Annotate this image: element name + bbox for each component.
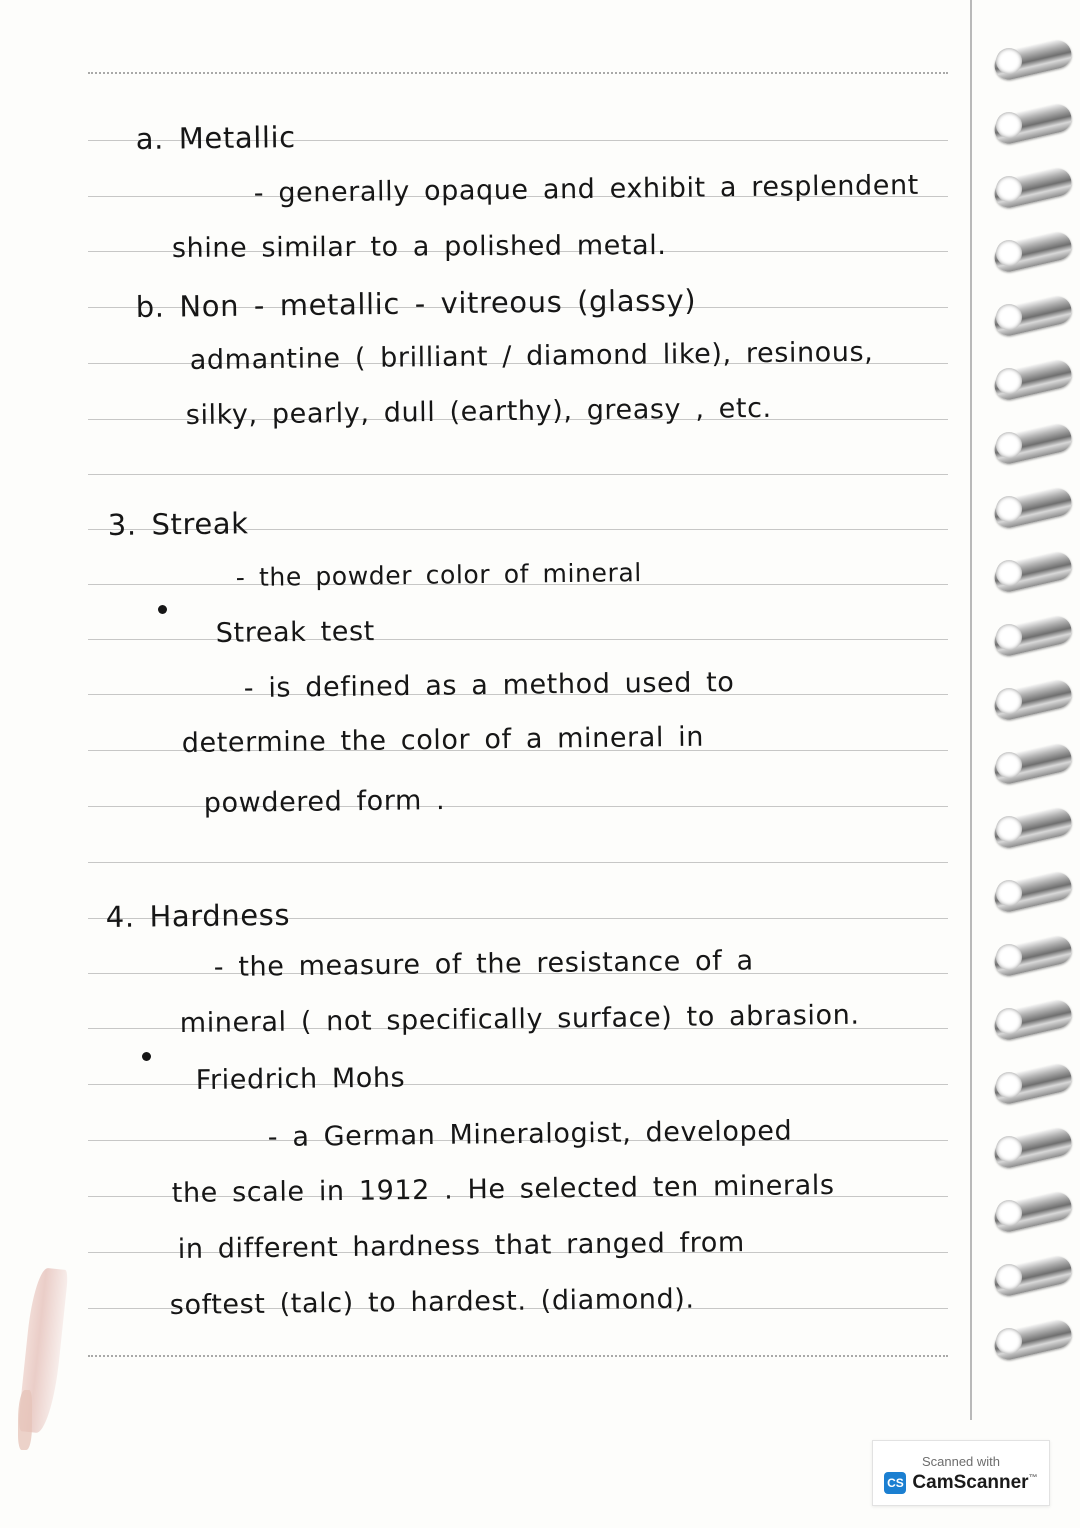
spiral-ring-icon: [994, 488, 1072, 532]
spiral-punch-hole: [996, 1136, 1022, 1162]
spiral-ring-icon: [994, 1192, 1072, 1236]
note-line: - generally opaque and exhibit a resplendent: [253, 169, 920, 209]
spiral-punch-hole: [996, 48, 1022, 74]
spiral-ring-icon: [994, 808, 1072, 852]
note-line: 3. Streak: [107, 506, 249, 542]
note-line: softest (talc) to hardest. (diamond).: [169, 1283, 695, 1321]
note-line: determine the color of a mineral in: [181, 721, 705, 759]
bullet-dot-icon: [142, 1052, 151, 1061]
camscanner-watermark: [872, 1440, 1050, 1506]
spiral-ring-icon: [994, 232, 1072, 276]
spiral-ring-icon: [994, 104, 1072, 148]
spiral-punch-hole: [996, 176, 1022, 202]
note-line: Streak test: [215, 616, 376, 649]
paper-curl-small: [18, 1390, 32, 1450]
bullet-dot-icon: [158, 605, 167, 614]
note-line: - the measure of the resistance of a: [213, 945, 754, 983]
spiral-ring-icon: [994, 1000, 1072, 1044]
rule-line: [88, 862, 948, 863]
spiral-binding: [970, 0, 1080, 1528]
note-line: Friedrich Mohs: [195, 1062, 406, 1096]
note-line: a. Metallic: [135, 120, 296, 156]
note-line: - is defined as a method used to: [243, 667, 735, 704]
spiral-ring-icon: [994, 936, 1072, 980]
note-line: mineral ( not specifically surface) to abrasion.: [179, 999, 860, 1039]
spiral-ring-icon: [994, 168, 1072, 212]
spiral-ring-icon: [994, 296, 1072, 340]
spiral-punch-hole: [996, 304, 1022, 330]
spiral-punch-hole: [996, 816, 1022, 842]
note-line: the scale in 1912 . He selected ten minerals: [171, 1169, 835, 1209]
note-line: powdered form .: [203, 785, 446, 819]
spiral-punch-hole: [996, 1008, 1022, 1034]
note-line: silky, pearly, dull (earthy), greasy , etc.: [185, 392, 772, 431]
spiral-punch-hole: [996, 560, 1022, 586]
spiral-ring-icon: [994, 872, 1072, 916]
note-line: - the powder color of mineral: [235, 558, 643, 592]
spiral-ring-icon: [994, 552, 1072, 596]
spiral-punch-hole: [996, 1072, 1022, 1098]
rule-line: [88, 72, 948, 75]
spiral-punch-hole: [996, 624, 1022, 650]
spiral-punch-hole: [996, 432, 1022, 458]
spiral-ring-icon: [994, 680, 1072, 724]
camscanner-brand-row: [884, 1472, 1037, 1494]
spiral-punch-hole: [996, 112, 1022, 138]
rule-line: [88, 474, 948, 475]
spiral-ring-icon: [994, 360, 1072, 404]
scanned-with-label: Scanned with: [921, 1454, 1001, 1469]
spiral-punch-hole: [996, 1200, 1022, 1226]
camscanner-brand-text: CamScanner: [912, 1472, 1029, 1493]
spiral-punch-hole: [996, 688, 1022, 714]
note-line: b. Non - metallic - vitreous (glassy): [135, 283, 697, 324]
spiral-punch-hole: [996, 1264, 1022, 1290]
rule-line: [88, 1355, 948, 1358]
note-line: - a German Mineralogist, developed: [267, 1115, 793, 1153]
spiral-punch-hole: [996, 368, 1022, 394]
note-line: shine similar to a polished metal.: [171, 229, 667, 264]
spiral-ring-icon: [994, 744, 1072, 788]
spiral-ring-icon: [994, 1256, 1072, 1300]
spiral-ring-icon: [994, 1064, 1072, 1108]
spiral-punch-hole: [996, 752, 1022, 778]
spiral-punch-hole: [996, 880, 1022, 906]
page-edge-line: [970, 0, 972, 1420]
spiral-punch-hole: [996, 496, 1022, 522]
note-line: admantine ( brilliant / diamond like), resinous,: [189, 336, 874, 376]
spiral-punch-hole: [996, 1328, 1022, 1354]
note-line: in different hardness that ranged from: [177, 1227, 745, 1265]
spiral-punch-hole: [996, 240, 1022, 266]
spiral-ring-icon: [994, 40, 1072, 84]
note-line: 4. Hardness: [105, 897, 291, 934]
trademark-symbol: ™: [1028, 1472, 1038, 1483]
camscanner-brand-label: [912, 1472, 1037, 1494]
spiral-ring-icon: [994, 1320, 1072, 1364]
spiral-ring-icon: [994, 424, 1072, 468]
spiral-ring-icon: [994, 616, 1072, 660]
spiral-ring-icon: [994, 1128, 1072, 1172]
camscanner-logo-icon: CS: [884, 1472, 906, 1494]
spiral-punch-hole: [996, 944, 1022, 970]
